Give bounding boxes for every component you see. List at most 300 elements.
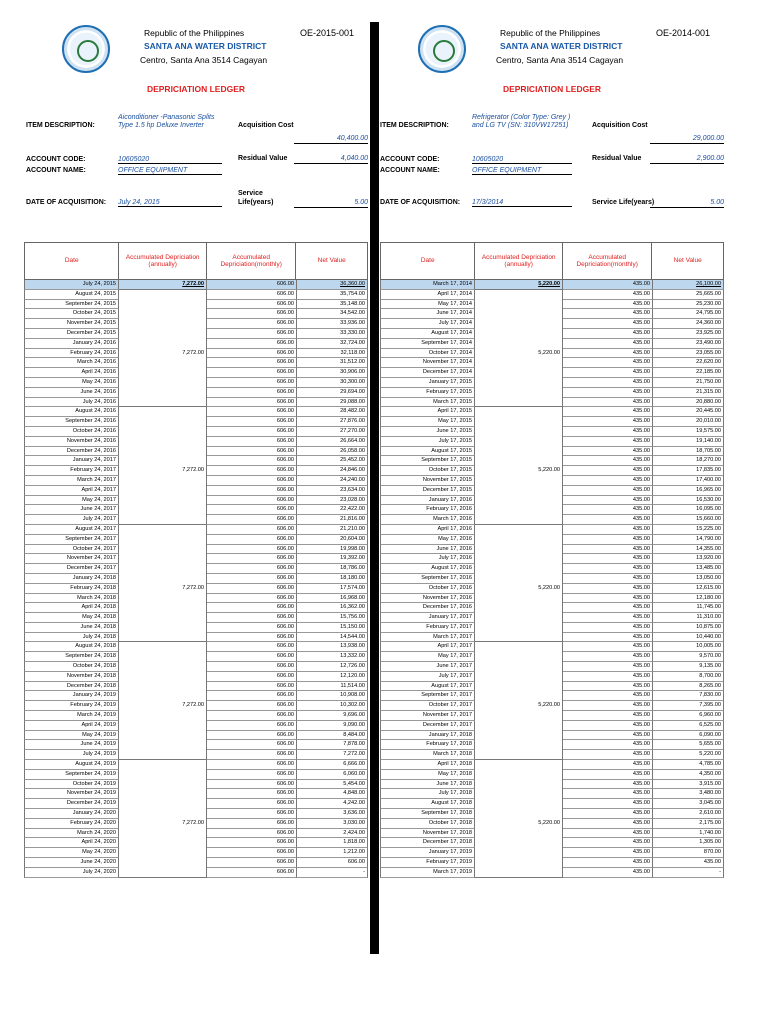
- row-net-value: 19,575.00: [653, 427, 724, 437]
- row-annual-depreciation: 5,220.00: [475, 466, 563, 476]
- row-monthly-depreciation: 435.00: [563, 633, 653, 643]
- row-annual-depreciation: [119, 838, 207, 848]
- row-monthly-depreciation: 435.00: [563, 505, 653, 515]
- row-monthly-depreciation: 606.00: [207, 398, 297, 408]
- row-annual-depreciation: [119, 476, 207, 486]
- row-monthly-depreciation: 606.00: [207, 456, 297, 466]
- row-date: January 17, 2018: [380, 731, 475, 741]
- row-annual-depreciation: [119, 456, 207, 466]
- row-net-value: 2,424.00: [297, 829, 368, 839]
- table-row: [24, 760, 368, 770]
- row-monthly-depreciation: 606.00: [207, 496, 297, 506]
- row-net-value: 21,750.00: [653, 378, 724, 388]
- row-date: March 17, 2018: [380, 750, 475, 760]
- table-row: [24, 358, 368, 368]
- row-monthly-depreciation: 435.00: [563, 750, 653, 760]
- table-row: [380, 662, 724, 672]
- row-date: September 17, 2014: [380, 339, 475, 349]
- row-date: September 24, 2017: [24, 535, 119, 545]
- row-monthly-depreciation: 435.00: [563, 584, 653, 594]
- row-annual-depreciation: [475, 505, 563, 515]
- ledger-panel-left: [24, 22, 368, 954]
- row-monthly-depreciation: 606.00: [207, 437, 297, 447]
- row-monthly-depreciation: 606.00: [207, 594, 297, 604]
- row-annual-depreciation: [475, 682, 563, 692]
- row-annual-depreciation: [119, 329, 207, 339]
- row-monthly-depreciation: 606.00: [207, 691, 297, 701]
- row-net-value: 23,634.00: [297, 486, 368, 496]
- row-date: August 24, 2015: [24, 290, 119, 300]
- table-row: [24, 584, 368, 594]
- row-monthly-depreciation: 606.00: [207, 750, 297, 760]
- row-net-value: 16,530.00: [653, 496, 724, 506]
- ledger-table-body: [24, 280, 368, 878]
- row-net-value: 7,830.00: [653, 691, 724, 701]
- table-row: [24, 290, 368, 300]
- row-net-value: 11,310.00: [653, 613, 724, 623]
- row-monthly-depreciation: 606.00: [207, 486, 297, 496]
- table-row: [24, 505, 368, 515]
- row-date: January 24, 2017: [24, 456, 119, 466]
- row-date: February 24, 2018: [24, 584, 119, 594]
- row-date: June 17, 2018: [380, 780, 475, 790]
- row-annual-depreciation: [475, 731, 563, 741]
- row-net-value: 15,756.00: [297, 613, 368, 623]
- row-net-value: 21,210.00: [297, 525, 368, 535]
- table-row: [380, 456, 724, 466]
- row-monthly-depreciation: 606.00: [207, 388, 297, 398]
- row-date: May 17, 2017: [380, 652, 475, 662]
- row-annual-depreciation: [119, 290, 207, 300]
- row-annual-depreciation: [119, 515, 207, 525]
- row-annual-depreciation: [119, 662, 207, 672]
- table-row: [380, 809, 724, 819]
- row-net-value: 435.00: [653, 858, 724, 868]
- row-date: September 17, 2016: [380, 574, 475, 584]
- col-header-net-value: Net Value: [673, 257, 702, 265]
- table-row: [380, 642, 724, 652]
- row-annual-depreciation: [475, 760, 563, 770]
- table-row: [380, 290, 724, 300]
- row-monthly-depreciation: 606.00: [207, 770, 297, 780]
- row-net-value: 19,140.00: [653, 437, 724, 447]
- row-monthly-depreciation: 606.00: [207, 838, 297, 848]
- row-date: February 17, 2019: [380, 858, 475, 868]
- table-row: [380, 799, 724, 809]
- row-date: December 24, 2018: [24, 682, 119, 692]
- ledger-table-header: [24, 242, 368, 280]
- row-annual-depreciation: 5,220.00: [475, 280, 563, 290]
- row-annual-depreciation: [475, 780, 563, 790]
- table-row: [380, 525, 724, 535]
- row-net-value: 14,355.00: [653, 545, 724, 555]
- date-of-acquisition-value: July 24, 2015: [118, 199, 222, 207]
- row-monthly-depreciation: 435.00: [563, 721, 653, 731]
- table-row: [380, 476, 724, 486]
- row-net-value: 1,818.00: [297, 838, 368, 848]
- row-date: January 17, 2019: [380, 848, 475, 858]
- row-monthly-depreciation: 435.00: [563, 613, 653, 623]
- row-net-value: 10,908.00: [297, 691, 368, 701]
- row-monthly-depreciation: 606.00: [207, 447, 297, 457]
- table-row: [380, 750, 724, 760]
- row-annual-depreciation: [119, 740, 207, 750]
- table-row: [380, 838, 724, 848]
- row-net-value: 20,604.00: [297, 535, 368, 545]
- row-monthly-depreciation: 435.00: [563, 809, 653, 819]
- row-monthly-depreciation: 435.00: [563, 799, 653, 809]
- row-annual-depreciation: [119, 682, 207, 692]
- row-date: June 17, 2014: [380, 309, 475, 319]
- row-date: August 24, 2018: [24, 642, 119, 652]
- row-date: December 24, 2015: [24, 329, 119, 339]
- row-net-value: 16,362.00: [297, 603, 368, 613]
- row-net-value: 23,490.00: [653, 339, 724, 349]
- table-row: [24, 672, 368, 682]
- row-net-value: 23,055.00: [653, 349, 724, 359]
- row-date: March 24, 2016: [24, 358, 119, 368]
- table-row: [24, 603, 368, 613]
- row-annual-depreciation: [475, 740, 563, 750]
- row-net-value: 7,395.00: [653, 701, 724, 711]
- row-monthly-depreciation: 606.00: [207, 789, 297, 799]
- row-date: October 17, 2016: [380, 584, 475, 594]
- row-net-value: 4,785.00: [653, 760, 724, 770]
- row-monthly-depreciation: 606.00: [207, 613, 297, 623]
- row-monthly-depreciation: 435.00: [563, 780, 653, 790]
- row-date: March 24, 2017: [24, 476, 119, 486]
- table-row: [24, 868, 368, 878]
- row-annual-depreciation: 7,272.00: [119, 584, 207, 594]
- row-date: January 17, 2016: [380, 496, 475, 506]
- table-row: [380, 398, 724, 408]
- table-row: [380, 319, 724, 329]
- row-monthly-depreciation: 435.00: [563, 466, 653, 476]
- row-annual-depreciation: [475, 486, 563, 496]
- row-annual-depreciation: [475, 417, 563, 427]
- row-annual-depreciation: [119, 309, 207, 319]
- row-date: January 17, 2015: [380, 378, 475, 388]
- row-net-value: 4,350.00: [653, 770, 724, 780]
- table-row: [380, 388, 724, 398]
- row-date: May 17, 2016: [380, 535, 475, 545]
- republic-text: Republic of the Philippines: [144, 28, 245, 38]
- row-monthly-depreciation: 435.00: [563, 437, 653, 447]
- row-monthly-depreciation: 435.00: [563, 398, 653, 408]
- row-annual-depreciation: [475, 515, 563, 525]
- table-row: [24, 799, 368, 809]
- row-date: June 24, 2018: [24, 623, 119, 633]
- table-row: [380, 623, 724, 633]
- row-net-value: 16,965.00: [653, 486, 724, 496]
- row-net-value: 3,480.00: [653, 789, 724, 799]
- row-monthly-depreciation: 435.00: [563, 770, 653, 780]
- table-row: [24, 809, 368, 819]
- row-annual-depreciation: [475, 868, 563, 878]
- row-monthly-depreciation: 435.00: [563, 789, 653, 799]
- row-net-value: 11,514.00: [297, 682, 368, 692]
- row-date: December 17, 2018: [380, 838, 475, 848]
- republic-text: Republic of the Philippines: [500, 28, 601, 38]
- row-date: March 17, 2016: [380, 515, 475, 525]
- table-row: [24, 711, 368, 721]
- row-net-value: 10,302.00: [297, 701, 368, 711]
- row-annual-depreciation: [475, 525, 563, 535]
- table-row: [24, 456, 368, 466]
- row-annual-depreciation: [475, 574, 563, 584]
- table-row: [24, 633, 368, 643]
- row-annual-depreciation: [119, 496, 207, 506]
- row-date: October 17, 2017: [380, 701, 475, 711]
- col-header-net-value: Net Value: [317, 257, 346, 265]
- row-net-value: 4,848.00: [297, 789, 368, 799]
- row-monthly-depreciation: 606.00: [207, 760, 297, 770]
- center-divider: [370, 22, 379, 954]
- row-date: April 17, 2016: [380, 525, 475, 535]
- account-name-label: ACCOUNT NAME:: [380, 167, 440, 174]
- row-monthly-depreciation: 435.00: [563, 456, 653, 466]
- row-date: August 24, 2017: [24, 525, 119, 535]
- row-monthly-depreciation: 606.00: [207, 407, 297, 417]
- table-row: [380, 819, 724, 829]
- row-annual-depreciation: [475, 496, 563, 506]
- district-logo-icon: [62, 25, 110, 73]
- row-net-value: -: [297, 868, 368, 878]
- table-row: [24, 476, 368, 486]
- row-net-value: 34,542.00: [297, 309, 368, 319]
- row-net-value: 4,242.00: [297, 799, 368, 809]
- table-row: [24, 838, 368, 848]
- account-name-value: OFFICE EQUIPMENT: [118, 167, 222, 175]
- row-monthly-depreciation: 435.00: [563, 603, 653, 613]
- row-date: October 24, 2016: [24, 427, 119, 437]
- row-net-value: 21,315.00: [653, 388, 724, 398]
- col-header-monthly: Accumulated Depriciation(monthly): [563, 243, 652, 279]
- acquisition-cost-label: Acquisition Cost: [592, 122, 648, 129]
- acquisition-cost-value: 40,400.00: [294, 135, 368, 144]
- row-annual-depreciation: [475, 535, 563, 545]
- table-row: [380, 417, 724, 427]
- row-date: August 24, 2019: [24, 760, 119, 770]
- row-monthly-depreciation: 606.00: [207, 349, 297, 359]
- row-annual-depreciation: [119, 339, 207, 349]
- row-date: January 24, 2020: [24, 809, 119, 819]
- table-row: [380, 760, 724, 770]
- row-date: November 24, 2016: [24, 437, 119, 447]
- table-row: [24, 829, 368, 839]
- row-net-value: 23,925.00: [653, 329, 724, 339]
- row-date: July 24, 2015: [24, 280, 119, 290]
- table-row: [380, 574, 724, 584]
- row-net-value: 20,010.00: [653, 417, 724, 427]
- row-date: October 17, 2014: [380, 349, 475, 359]
- row-date: November 17, 2018: [380, 829, 475, 839]
- col-header-date: Date: [25, 243, 119, 279]
- row-annual-depreciation: [475, 554, 563, 564]
- row-monthly-depreciation: 606.00: [207, 535, 297, 545]
- row-annual-depreciation: 7,272.00: [119, 701, 207, 711]
- row-monthly-depreciation: 606.00: [207, 368, 297, 378]
- row-net-value: 29,694.00: [297, 388, 368, 398]
- col-header-date: Date: [381, 243, 475, 279]
- row-net-value: 24,240.00: [297, 476, 368, 486]
- row-date: November 17, 2016: [380, 594, 475, 604]
- row-date: January 24, 2018: [24, 574, 119, 584]
- row-net-value: 13,332.00: [297, 652, 368, 662]
- table-row: [380, 829, 724, 839]
- row-annual-depreciation: [119, 319, 207, 329]
- row-date: December 24, 2016: [24, 447, 119, 457]
- table-row: [24, 427, 368, 437]
- row-net-value: 3,045.00: [653, 799, 724, 809]
- row-net-value: 25,452.00: [297, 456, 368, 466]
- row-annual-depreciation: [119, 789, 207, 799]
- table-row: [380, 505, 724, 515]
- row-net-value: 31,512.00: [297, 358, 368, 368]
- row-date: March 17, 2015: [380, 398, 475, 408]
- row-date: September 17, 2017: [380, 691, 475, 701]
- row-monthly-depreciation: 606.00: [207, 427, 297, 437]
- row-monthly-depreciation: 606.00: [207, 554, 297, 564]
- row-date: July 17, 2017: [380, 672, 475, 682]
- row-annual-depreciation: [475, 672, 563, 682]
- row-annual-depreciation: [475, 633, 563, 643]
- row-date: September 24, 2018: [24, 652, 119, 662]
- row-net-value: 36,360.00: [297, 280, 368, 290]
- row-net-value: 1,212.00: [297, 848, 368, 858]
- table-row: [24, 349, 368, 359]
- row-annual-depreciation: [475, 290, 563, 300]
- table-row: [24, 466, 368, 476]
- row-annual-depreciation: [119, 486, 207, 496]
- row-monthly-depreciation: 606.00: [207, 309, 297, 319]
- row-net-value: 26,664.00: [297, 437, 368, 447]
- table-row: [24, 496, 368, 506]
- row-annual-depreciation: [475, 427, 563, 437]
- row-monthly-depreciation: 606.00: [207, 525, 297, 535]
- row-date: October 24, 2015: [24, 309, 119, 319]
- row-annual-depreciation: [475, 594, 563, 604]
- row-annual-depreciation: [475, 652, 563, 662]
- row-date: February 24, 2017: [24, 466, 119, 476]
- row-monthly-depreciation: 606.00: [207, 339, 297, 349]
- row-annual-depreciation: [475, 456, 563, 466]
- table-row: [24, 280, 368, 290]
- row-net-value: 6,666.00: [297, 760, 368, 770]
- row-annual-depreciation: [119, 388, 207, 398]
- account-name-label: ACCOUNT NAME:: [26, 167, 86, 174]
- row-date: November 24, 2019: [24, 789, 119, 799]
- row-annual-depreciation: [119, 407, 207, 417]
- table-row: [24, 535, 368, 545]
- row-date: June 17, 2017: [380, 662, 475, 672]
- row-monthly-depreciation: 435.00: [563, 642, 653, 652]
- row-net-value: 10,005.00: [653, 642, 724, 652]
- row-annual-depreciation: [475, 398, 563, 408]
- service-life-value: 5.00: [650, 199, 724, 208]
- row-annual-depreciation: [119, 437, 207, 447]
- row-monthly-depreciation: 435.00: [563, 731, 653, 741]
- table-row: [380, 613, 724, 623]
- row-annual-depreciation: [475, 623, 563, 633]
- row-monthly-depreciation: 606.00: [207, 623, 297, 633]
- row-date: November 17, 2014: [380, 358, 475, 368]
- table-row: [24, 554, 368, 564]
- row-annual-depreciation: [119, 358, 207, 368]
- row-monthly-depreciation: 435.00: [563, 496, 653, 506]
- row-date: August 17, 2016: [380, 564, 475, 574]
- row-monthly-depreciation: 606.00: [207, 329, 297, 339]
- row-net-value: 10,440.00: [653, 633, 724, 643]
- row-monthly-depreciation: 435.00: [563, 427, 653, 437]
- table-row: [380, 564, 724, 574]
- row-monthly-depreciation: 435.00: [563, 280, 653, 290]
- row-net-value: 29,088.00: [297, 398, 368, 408]
- table-row: [24, 515, 368, 525]
- item-description-value: Refrigerator (Color Type: Grey ) and LG TV (SN: 310VW17251): [472, 114, 571, 130]
- row-monthly-depreciation: 606.00: [207, 564, 297, 574]
- table-row: [24, 740, 368, 750]
- col-header-monthly: Accumulated Depriciation(monthly): [207, 243, 296, 279]
- row-net-value: 2,610.00: [653, 809, 724, 819]
- row-net-value: 606.00: [297, 858, 368, 868]
- row-monthly-depreciation: 435.00: [563, 711, 653, 721]
- row-net-value: 13,920.00: [653, 554, 724, 564]
- row-monthly-depreciation: 435.00: [563, 672, 653, 682]
- row-annual-depreciation: 5,220.00: [475, 819, 563, 829]
- row-date: April 17, 2014: [380, 290, 475, 300]
- table-row: [380, 652, 724, 662]
- row-net-value: 16,968.00: [297, 594, 368, 604]
- row-net-value: 25,665.00: [653, 290, 724, 300]
- row-date: May 24, 2020: [24, 848, 119, 858]
- row-annual-depreciation: [475, 309, 563, 319]
- row-date: March 24, 2018: [24, 594, 119, 604]
- date-of-acquisition-label: DATE OF ACQUISITION:: [380, 199, 461, 206]
- row-net-value: 9,570.00: [653, 652, 724, 662]
- row-date: February 17, 2018: [380, 740, 475, 750]
- row-annual-depreciation: [119, 623, 207, 633]
- row-annual-depreciation: [119, 505, 207, 515]
- table-row: [24, 770, 368, 780]
- row-date: June 17, 2016: [380, 545, 475, 555]
- row-net-value: 23,028.00: [297, 496, 368, 506]
- table-row: [380, 858, 724, 868]
- row-annual-depreciation: [119, 858, 207, 868]
- table-row: [24, 309, 368, 319]
- table-row: [24, 701, 368, 711]
- row-date: July 17, 2018: [380, 789, 475, 799]
- row-annual-depreciation: [475, 770, 563, 780]
- row-monthly-depreciation: 435.00: [563, 868, 653, 878]
- row-annual-depreciation: [475, 437, 563, 447]
- table-row: [380, 770, 724, 780]
- row-net-value: 6,960.00: [653, 711, 724, 721]
- row-monthly-depreciation: 606.00: [207, 711, 297, 721]
- row-net-value: 12,615.00: [653, 584, 724, 594]
- row-annual-depreciation: [119, 398, 207, 408]
- row-net-value: 9,135.00: [653, 662, 724, 672]
- account-code-value: 10605020: [118, 156, 222, 164]
- row-date: April 17, 2018: [380, 760, 475, 770]
- row-date: September 17, 2015: [380, 456, 475, 466]
- table-row: [24, 848, 368, 858]
- row-monthly-depreciation: 606.00: [207, 780, 297, 790]
- row-net-value: 18,270.00: [653, 456, 724, 466]
- row-annual-depreciation: [119, 427, 207, 437]
- table-row: [380, 633, 724, 643]
- row-date: February 17, 2017: [380, 623, 475, 633]
